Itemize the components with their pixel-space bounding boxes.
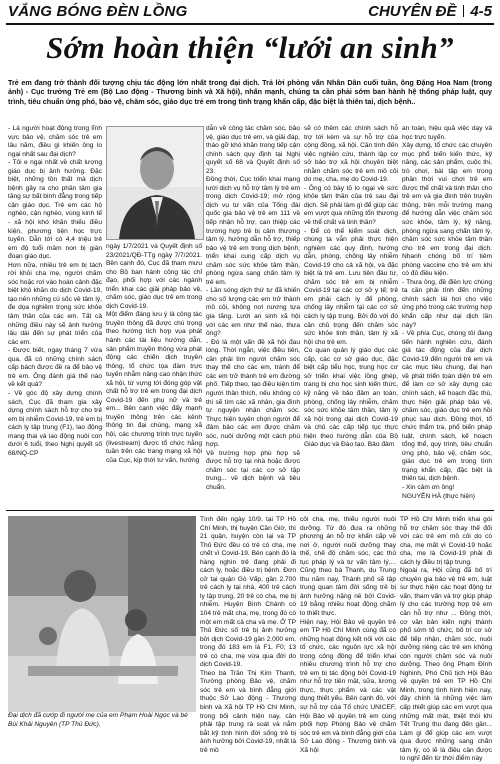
section-topic <box>368 3 492 20</box>
photo-caption: Đại dịch đã cướp đi người mẹ của em Phạm Hoài Ngọc và bé Bùi Khải Nguyên (TP Thủ Đức). <box>8 712 188 728</box>
article-column-4 <box>304 125 398 505</box>
headline: Sớm hoàn thiện “lưới an sinh” <box>46 30 454 65</box>
page-numbers: 4-5 <box>470 3 492 20</box>
column-text: côi cha, mẹ, thiếu người nuôi dưỡng. Từ đó đưa ra những phương án hỗ trợ khẩn cấp về nơi ở, người nuôi dưỡng thay thế, chế độ chăm sóc, các thủ tục pháp lý và tư vấn tâm lý,... Cũng theo bà Thanh, du Trung thu năm nay, Thành phố sẽ tập trung quan tâm đời sống trẻ bị ảnh hưởng nặng nề bởi Covid-19 bằng nhiều hoạt động chăm lo thiết thực. Hiện nay, Hội Bảo vệ quyền trẻ em TP Hồ Chí Minh cùng đã có những hoạt động kết nối với các tổ chức, các nguồn lực xã hội trong công đồng để triển khai nhiều chương trình hỗ trợ cho trẻ em bị tác động bởi Covid-19 như hỗ trợ tiền mặt, sữa, lương thực, thực phẩm và các vật dụng thiết yếu. Bên cạnh đó, với sự hỗ trợ của Tổ chức UNICEF, Hội Bảo vệ quyền trẻ em cùng phối hợp Phòng Bảo vệ chăm sóc trẻ em và bình đẳng giới của Sở Lao động - Thương binh và Xã hội <box>300 516 396 754</box>
column-text: dẫn về công tác chăm sóc, bảo vệ, giáo dục trẻ em, và giải đáp, tháo gỡ khó khăn trong tiếp cận chính sách quy định tại Nghị quyết số 68 và Quyết định số 23. Đồng thời, Cục triển khai mạng lưới dịch vụ hỗ trợ tâm lý trẻ em trong dịch Covid-19; mở rộng dịch vụ tư vấn của Tổng đài quốc gia bảo vệ trẻ em 111 về tiếp nhận hỗ trợ, can thiệp các trường hợp trẻ bị cảm thương tâm lý, hướng dẫn hỗ trợ, thiếp bảo vệ trẻ em trong dịch bệnh; triển khai cung cấp dịch vụ chăm sóc sức khỏe tâm thần, phòng ngừa sang chấn tâm lý trẻ em. - Lần sóng dịch thứ tư đã khiến cho số lượng các em trở thành mồ côi, không nơi nương tựa gia tăng. Lưới an sinh xã hội với các em như thế nào, thưa ông? - Đó là một vấn đề xã hội đau lòng. Thời ngắn, việc điều tiên, cần phải tìm người chăm sóc thay thế cho các em, tránh để các em trở thành trẻ em đường phố. Tiếp theo, tạo điều kiện tìm người thân thích, nếu không có thì sẽ tìm các xã nhân, gia đình tự nguyện nhận chăm sóc. Thực hiện tuyên chọn người để đảm bảo các em được chăm sóc, nuôi dưỡng một cách phù hợp. Về trường hợp phù hợp sẽ được hỗ trợ tại nhà hoặc được chăm sóc tại các cơ sở tập trung... về dịch bệnh và tiêu chuẩn. <box>206 125 300 491</box>
lead-paragraph: Trẻ em đang trở thành đối tượng chịu tác động lớn nhất trong đại dịch. Trả lời phỏng vấn Nhân Dân cuối tuần, ông Đặng Hoa Nam (trong ảnh) - Cục trưởng Trẻ em (Bộ Lao động - Thương binh và Xã hội), nhấn mạnh, chúng ta cần phải sớm ban hành hệ thống pháp luật, quy trình, tiêu chuẩn ứng phó, bảo vệ, chăm sóc, giáo dục trẻ em trong tình trạng khẩn cấp, đặc biệt là thiên tai, dịch bệnh.. <box>8 78 492 106</box>
article-column-2 <box>106 243 202 505</box>
portrait-photo <box>106 126 204 240</box>
children-photo <box>8 516 196 712</box>
divider-bar <box>463 5 465 17</box>
article-column-1 <box>8 125 102 505</box>
article-column-5 <box>402 125 492 505</box>
section-name: VẮNG BÓNG ĐÈN LỒNG <box>8 3 188 20</box>
column-text: ngày 1/7/2021 và Quyết định số 23/2021/QĐ-TTg ngày 7/7/2021. Bên cạnh đó, Cục đã tham mưu cho Bộ ban hành công tác chỉ đạo, phối hợp với các ngành triển khai các giải pháp bảo vệ, chăm sóc, giáo dục trẻ em trong dịch Covid-19. Một điểm đáng lưu ý là công tác truyền thông đã được chú trọng theo hướng tích hợp vụa phát hành các tài liệu hướng dẫn, sản phẩm truyền thông vừa phát động các chiến dịch truyền thông, tổ chức tọa đàm trực tuyến nhằm nâng cao nhận thức xã hội, từ vựng tới đóng góp vật chất hỗ trợ trẻ em trong đại dịch Covid-19 đến phụ nữ và trẻ em... Bên cạnh việc đẩy mạnh truyền thông trên các kênh thông tin đại chúng, mạng xã hội, các chương trình trực tuyến (livestream) được tổ chức hằng tuần trên các trang mạng xã hội của Cục, kịp thời tư vấn, hướng <box>106 243 202 464</box>
column-text: Tính đến ngày 10/9, tại TP Hồ Chí Minh, thị huyện Cần Giờ, thì 21 quận, huyện còn lại và TP Thủ Đức đều có trẻ có cha, mẹ chết vì Covid-19. Bên cạnh đó là hàng nghìn trẻ đang phải đi cách ly, hoặc điều trị bệnh. Đơn cử tại quận Gò Vấp, gần 2.700 trẻ cách ly tại nhà, 400 trẻ cách ly tập trung, 20 trẻ có cha, mẹ bị nhiễm. Huyện Bình Chánh có 104 trẻ mất cha, mẹ, trong đó có một em mất cả cha và mẹ. Ở TP Thủ Đức số trẻ bị ảnh hưởng bởi dịch Covid-19 gần 2.000 em, trong đó 183 em là F1, F0; 13 trẻ có cha, mẹ vừa qua đời do dịch Covid-19. Theo bà Trần Thị Kim Thanh, Trưởng phòng Bảo vệ, chăm sóc trẻ em và bình đẳng giới thuộc Sở Lao động - Thương binh và Xã hội TP Hồ Chí Minh, trong bối cảnh hiện nay, cần phải tập trung rà soát và nắm bắt kỹ tình hình đời sống trẻ bị ảnh hưởng bởi Covid-19, nhất là trẻ mồ <box>200 516 296 754</box>
topic-label: CHUYÊN ĐỀ <box>368 3 457 20</box>
column-text: - Lá người hoạt động trong lĩnh vực bảo vệ, chăm sóc trẻ em lâu năm, điều gì khiến ông lo ngại nhất sau đại dịch? - Tôi e ngại nhất về chất lượng giáo dục bị ảnh hưởng. Đặc biệt, những tồn thất mà dịch bệnh gây ra cho phần tâm gia tăng sự bất bình đẳng trong tiếp cận giáo dục. Trẻ em các hộ nghèo, cận nghèo, vùng kinh tế - xã hội khó khăn thiếu điều kiện, phương tiện học trực tuyến. Dẫn tới có 4,4 triệu trẻ em độ tuổi mầm non bị gián đoạn giáo dục. Hơn nữa, nhiều trẻ em bị tách rời khỏi cha mẹ, người chăm sóc hoặc rơi vào hoàn cảnh đặc biệt khó khăn do dịch Covid-19, tạo nên những cú sốc về tâm lý, đe dọa nghiêm trọng sức khỏe tâm thần của các em. Tất cả những điều này sẽ ảnh hưởng lâu dài đến sự phát triển của các em. - Được biết, ngay tháng 7 vừa qua, đã có những chính sách cấp bách được đề ra để bảo vệ trẻ em. Ông đánh giá thế nào về kết quả? - Về góc độ xây dựng chính sách, Cục đã tham gia xây dựng chính sách hỗ trợ cho trẻ em bị nhiễm Covid-19, trẻ em bị cách ly tập trung (F1), lao động mang thai và lao động nuôi con dưới 6 tuổi, theo Nghị quyết số 68/NQ-CP <box>8 125 102 457</box>
header-rule <box>6 23 494 25</box>
story-column-2 <box>300 516 396 754</box>
column-text: an toàn, hiệu quả việc dạy và học trực tuyến. Xây dựng, tổ chức các chuyên mục phổ biến kiến thức, kỹ năng, các sản phẩm, cuộc thi, trò chơi, bài tập em trong phần thời vui chơi trẻ em được thể chất và tinh thần cho trẻ em và gia đình trên truyền thông, trên mỗi trường mạng để hướng dẫn việc chăm sóc sức khỏe, tâm lý, kỹ năng, phòng ngừa sang chấn tâm lý, chăm sóc sức khỏe tâm thần cho trẻ em trong đại dịch. Nhanh chóng bố trí tiêm phòng vaccine cho trẻ em khi có đủ điều kiện. - Thưa ông, đề điền lực chúng ta cần phải tính đến những chính sách lái hơi cho việc ứng phó trong các trường hợp khẩn cấp như dại dịch lần này? - Về phía Cục, chúng tôi đang tiến hành nghiên cứu, đánh giá tác động của đại dịch Covid-19 đến người trẻ em và các mục tiêu chung, đại hạn về phát triển toàn diện trẻ em để làm cơ sở xây dựng các chính sách, kế hoạch đặc thù, thực hiện giải pháp bảo vệ, chăm sóc, giáo dục trẻ em hồi phục sau dịch. Đồng thời, tổ chức thẩm tra, phổ biến pháp luật, chính sách, kế hoạch tổng thể, quy trình, tiêu chuẩn ứng phó, bảo vệ, chăm sóc, giáo dục trẻ em trong tình trạng khẩn cấp, đặc biệt là thiên tai, dịch bệnh. - Xin cảm ơn ông! NGUYỄN HÀ (thực hiện) <box>402 125 492 500</box>
column-text: sẽ có thêm các chính sách hỗ trợ tới kèm và sự hỗ trợ của cộng đồng, xã hội. Cần tính đến việc nghiên cứu, thành lập cơ sở bảo trợ xã hội chuyên biệt nhằm chăm sóc trẻ em mồ côi do mẹ, cha, mẹ do Covid-19. - Ông có bày tỏ lo ngại về sức khỏe tâm thần của trẻ sau đại dịch. Sẽ phải làm gì để giúp các em vượt qua những tổn thương về thể chất và tinh thần? - Để có thể kiểm soát dịch, chúng ta vẫn phải thực hiện nghiêm các quy định, hướng dẫn, phòng, chống lây nhiễm Covid-19 cho cả xã hội, và đặc biệt là trẻ em. Lưu tiên đầu tư, chăm sóc trẻ em bị nhiễm Covid-19 tại các cơ sở y tế; trẻ em phải cách ly để phòng, chống lây nhiễm tại các cơ sở cách ly tập trung. Bởi đó với đó cần chủ trọng đến chăm sóc sức khỏe tinh thần, tâm lý xã hội cho trẻ em. Co quan quản lý giáo dục các cấp, các cơ sở giáo dục, đặc biệt cấp tiểu học, trung học cơ sở triển khai việc lồng ghép, trang bị cho học sinh kiến thức, kỹ năng về bảo đảm an toàn, phòng, chống lây nhiễm, chăm sóc sức khỏe tâm thần, tâm lý xã hội trong dại dịch Covid-19 và chủ các cấp tiếp tục thực hiện theo hướng dẫn của Bộ Giáo dục và Đào tạo. Bảo đảm <box>304 125 398 449</box>
story-column-3 <box>400 516 492 763</box>
portrait-illustration <box>107 127 203 239</box>
column-text: TP Hồ Chí Minh triển khai gói hỗ trợ chăm sóc thay thế đối với các trẻ em mồ côi do có cha, mẹ mất vì Covid-19 hoặc cha, mẹ là Covid-19 phải đi cách ly điều trị tập trung. Ngoài ra, Hội cũng đã bố trí chuyên gia bảo vệ trẻ em, luật sư thực hiện các hoạt động tư vấn, tham vấn và trợ giúp pháp lý cho các trường hợp trẻ em cần hỗ trợ như ... Đồng thời, cơ văn bản kiến nghị thành phố sớm tổ chức, bố trí cơ sở để tiếp nhận, chăm sóc, nuôi dưỡng riêng các trẻ em không còn người chăm sóc và nuôi dưỡng. Theo ông Phạm Đình Nghinh, Phó Chủ tịch Hội Bảo vệ quyền trẻ em TP Hồ Chí Minh, trong tình hình hiện nay, đây chính là những việc làm cấp thiết giúp các em vượt qua những mất mát, thiệt thòi khi Tết Trung thu đang đến gần... Làm gì để giúp các em vượt qua được những sang chấn tâm lý, có lẽ là điều cần được lo nghĩ đến từ thời điểm này <box>400 516 492 763</box>
story-column-1 <box>200 516 296 754</box>
article-column-3 <box>206 125 300 505</box>
story-divider <box>6 510 494 511</box>
children-photo-illustration <box>8 516 196 712</box>
